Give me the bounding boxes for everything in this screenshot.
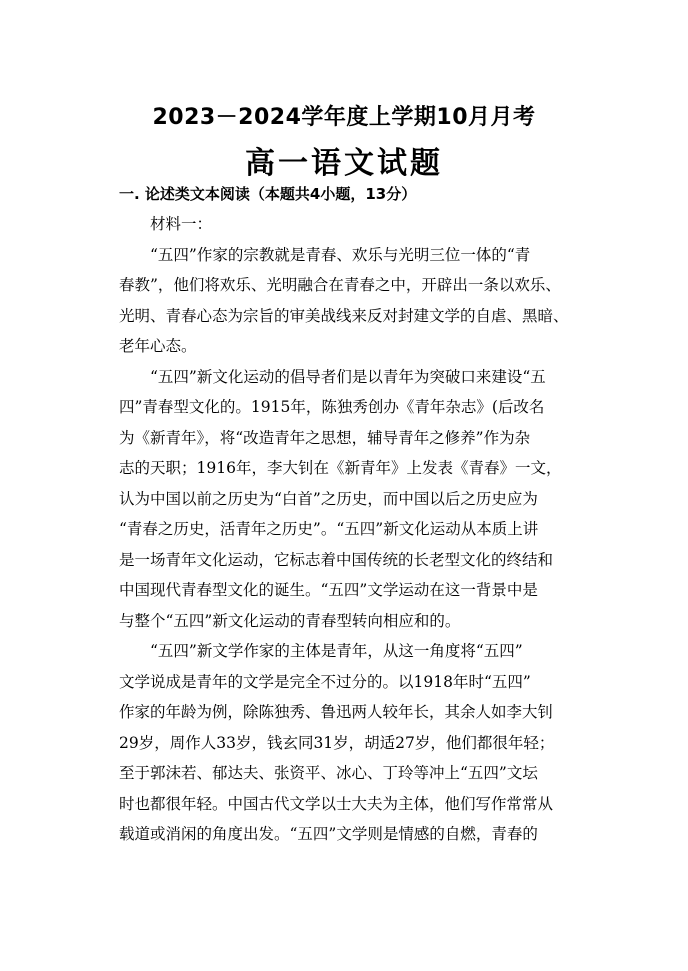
paragraph-3-line: 时也都很年轻。中国古代文学以士大夫为主体，他们写作常常从: [119, 794, 554, 813]
paragraph-1-line: “五四”作家的宗教就是青春、欢乐与光明三位一体的“青: [150, 245, 531, 264]
paragraph-1-line: 光明、青春心态为宗旨的审美战线来反对封建文学的自虐、黑暗、: [119, 306, 569, 325]
paragraph-2-line: “青春之历史，活青年之历史”。“五四”新文化运动从本质上讲: [119, 520, 539, 538]
paragraph-3-line: 至于郭沫若、郁达夫、张资平、冰心、丁玲等冲上“五四”文坛: [119, 764, 538, 782]
paragraph-1-line: 春教”，他们将欢乐、光明融合在青春之中，开辟出一条以欢乐、: [119, 276, 561, 294]
paragraph-1-line: 老年心态。: [119, 337, 197, 355]
paragraph-2-line: 认为中国以前之历史为“白首”之历史，而中国以后之历史应为: [119, 489, 538, 508]
section-heading: 一. 论述类文本阅读（本题共4小题，13分）: [119, 185, 417, 203]
paragraph-2-line: 志的天职；1916年，李大钊在《新青年》上发表《青春》一文，: [119, 459, 562, 477]
reading-passage: [119, 209, 589, 850]
material-label: 材料一：: [150, 215, 213, 233]
exam-subject-title: 高一语文试题: [245, 146, 443, 181]
paragraph-2-line: 是一场青年文化运动，它标志着中国传统的长老型文化的终结和: [119, 550, 554, 569]
paragraph-3-line: “五四”新文学作家的主体是青年，从这一角度将“五四”: [150, 642, 523, 660]
paragraph-2-line: 与整个“五四”新文化运动的青春型转向相应和的。: [119, 611, 461, 630]
exam-title: 2023－2024学年度上学期10月月考: [152, 105, 536, 130]
paragraph-2-line: 为《新青年》，将“改造青年之思想，辅导青年之修养”作为杂: [119, 428, 531, 447]
paragraph-2-line: 四”青春型文化的。1915年，陈独秀创办《青年杂志》(后改名: [119, 398, 545, 416]
paragraph-2-line: “五四”新文化运动的倡导者们是以青年为突破口来建设“五: [150, 367, 546, 386]
paragraph-2-line: 中国现代青春型文化的诞生。“五四”文学运动在这一背景中是: [119, 581, 538, 599]
paragraph-3-line: 作家的年龄为例，除陈独秀、鲁迅两人较年长，其余人如李大钊: [119, 703, 554, 721]
paragraph-3-line: 文学说成是青年的文学是完全不过分的。以1918年时“五四”: [119, 672, 531, 691]
paragraph-3-line: 29岁，周作人33岁，钱玄同31岁，胡适27岁，他们都很年轻；: [119, 733, 555, 752]
paragraph-3-line: 载道或消闲的角度出发。“五四”文学则是情感的自燃，青春的: [119, 825, 538, 843]
